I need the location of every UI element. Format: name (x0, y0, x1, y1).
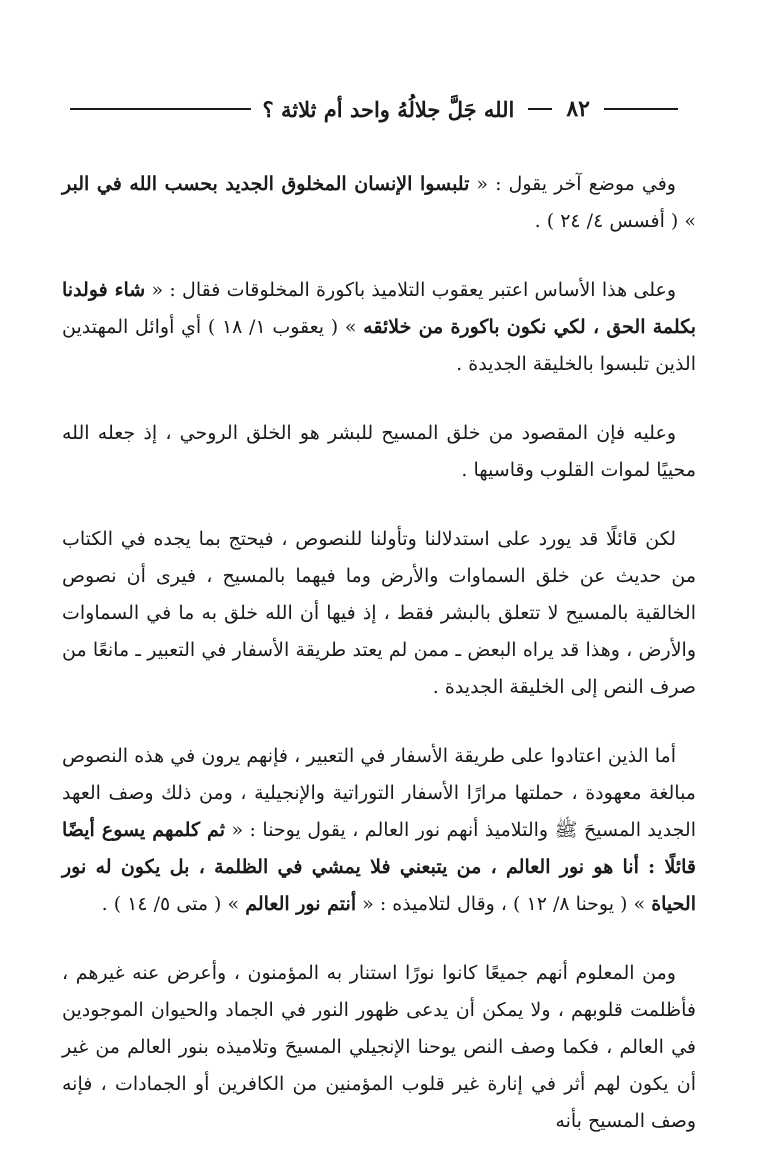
quoted-text: أنتم نور العالم (245, 893, 357, 915)
paragraph-4: لكن قائلًا قد يورد على استدلالنا وتأولنا للنصوص ، فيحتج بما يجده في الكتاب من حديث عن خلق السماوات والأرض وما فيهما بالمسيح ، فيرى أن نصوص الخالقية بالمسيح لا تتعلق بالبشر فقط ، إذ فيها أن الله خلق به ما في السماوات والأرض ، وهذا قد يراه البعض ـ ممن لم يعتد طريقة الأسفار في التعبير ـ مانعًا من صرف النص إلى الخليقة الجديدة . (62, 528, 696, 698)
paragraph-text: » ( يعقوب ١/ ١٨ ) أي أوائل المهتدين الذين تلبسوا بالخليقة الجديدة . (62, 316, 696, 375)
quoted-text: شاء فولدنا بكلمة الحق ، لكي نكون باكورة من خلائقه (62, 279, 696, 338)
quoted-text: ثم كلمهم يسوع أيضًا قائلًا : أنا هو نور العالم ، من يتبعني فلا يمشي في الظلمة ، بل يكون له نور الحياة (62, 819, 696, 915)
paragraph-5 (62, 738, 696, 923)
paragraph-1 (62, 166, 696, 240)
header-rule-short (604, 108, 678, 110)
paragraph-text: » ( أفسس ٤/ ٢٤ ) . (534, 210, 696, 232)
paragraph-text: أما الذين اعتادوا على طريقة الأسفار في التعبير ، فإنهم يرون في هذه النصوص مبالغة معهودة ، حملتها مرارًا الأسفار التوراتية والإنجيلية ، ومن ذلك وصف العهد الجديد المسيحَ ﷺ والتلاميذ أنهم نور العالم ، يقول يوحنا : « (62, 745, 696, 841)
running-title: الله جَلَّ جلالُهُ واحد أم ثلاثة ؟ (262, 96, 515, 122)
paragraph-text: وفي موضع آخر يقول : « (469, 173, 676, 195)
page-header (70, 92, 692, 126)
paragraph-text: وعلى هذا الأساس اعتبر يعقوب التلاميذ باكورة المخلوقات فقال : « (145, 279, 677, 301)
paragraph-text: » ( يوحنا ٨/ ١٢ ) ، وقال لتلاميذه : « (356, 893, 652, 915)
header-rule-long (70, 108, 251, 110)
header-rule-middle (528, 108, 552, 110)
paragraph-text: » ( متى ٥/ ١٤ ) . (101, 893, 246, 915)
paragraph-3: وعليه فإن المقصود من خلق المسيح للبشر هو الخلق الروحي ، إذ جعله الله محييًا لموات القلوب وقاسيها . (62, 422, 696, 481)
body-text (62, 166, 696, 1140)
quoted-text: تلبسوا الإنسان المخلوق الجديد بحسب الله في البر (62, 173, 470, 195)
page-number: ٨٢ (566, 96, 590, 122)
paragraph-6: ومن المعلوم أنهم جميعًا كانوا نورًا استنار به المؤمنون ، وأعرض عنه غيرهم ، فأظلمت قلوبهم ، ولا يمكن أن يدعى ظهور النور في الجماد والحيوان الموجودين في العالم ، فكما وصف النص يوحنا الإنجيلي المسيحَ وتلاميذه بنور العالم من غير أن يكون لهم أثر في إنارة غير قلوب المؤمنين من الكافرين أو الجمادات ، فإنه وصف المسيح بأنه (62, 962, 696, 1132)
paragraph-2 (62, 272, 696, 383)
